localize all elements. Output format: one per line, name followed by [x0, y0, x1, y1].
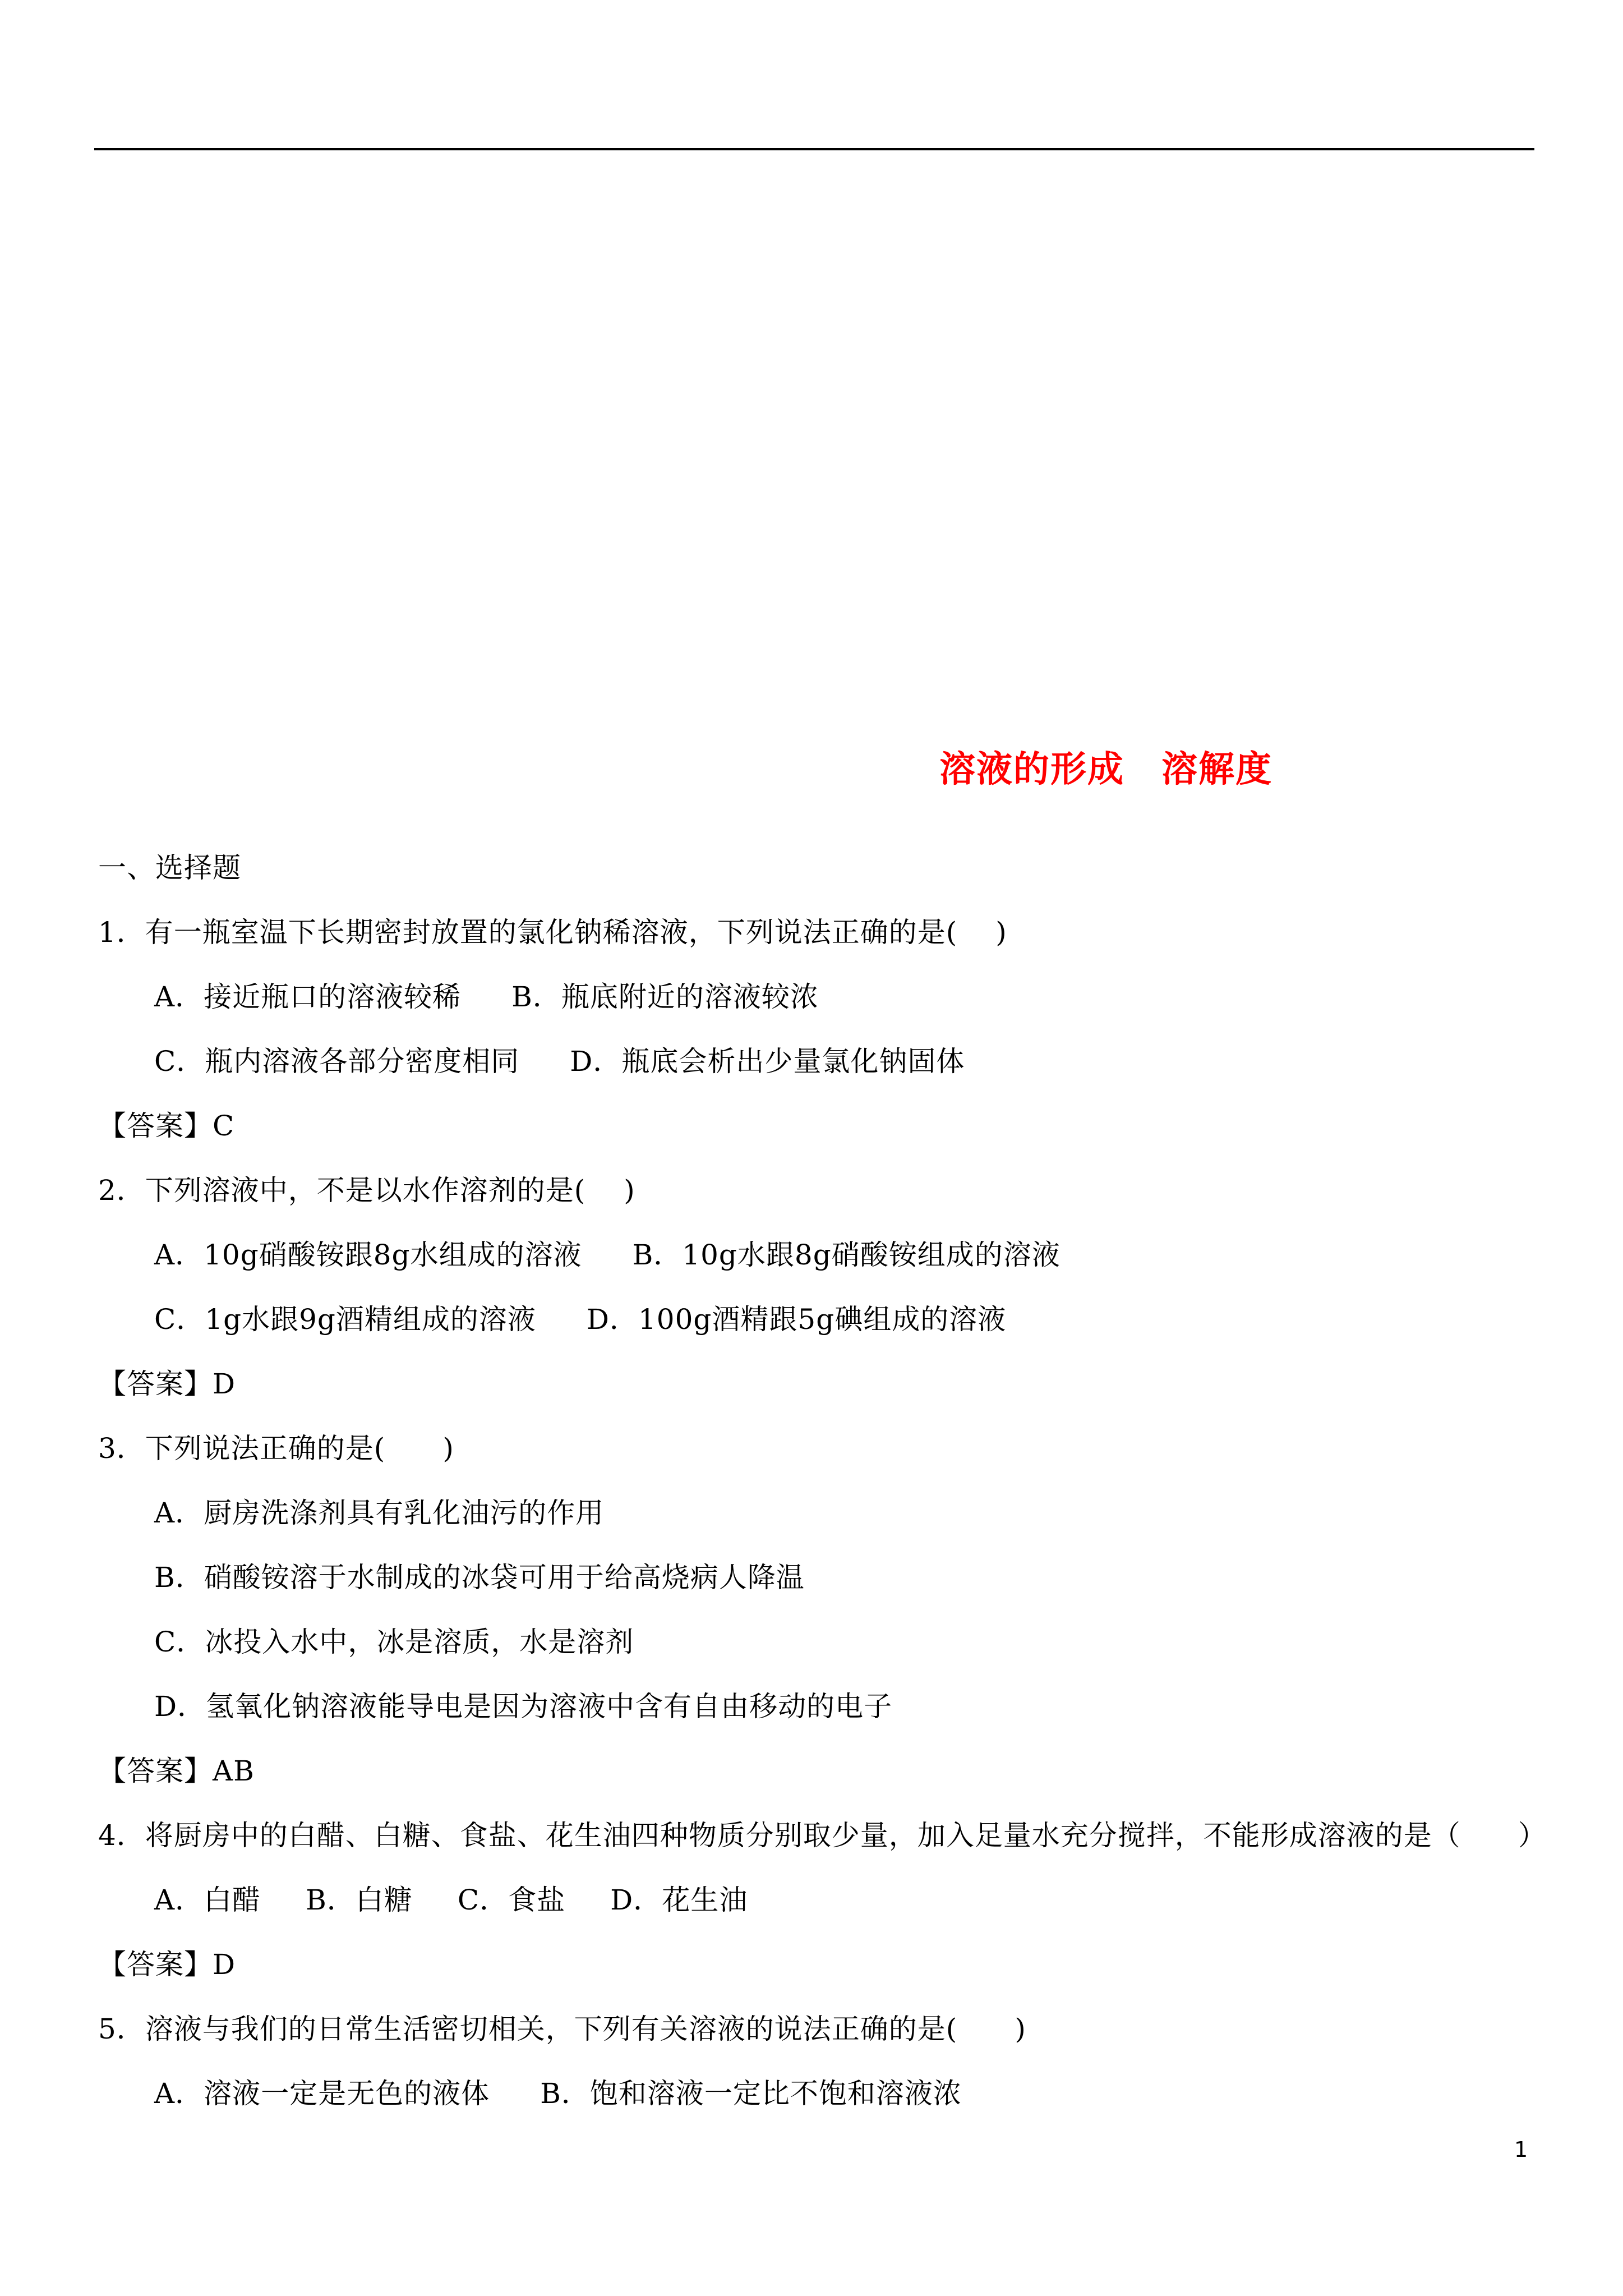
option-a: A．溶液一定是无色的液体 [154, 2077, 490, 2110]
option-c: C．1g水跟9g酒精组成的溶液 [154, 1303, 536, 1336]
page-number: 1 [1514, 2137, 1528, 2162]
answer-label: 【答案】 [98, 1755, 213, 1787]
question-stem: 5．溶液与我们的日常生活密切相关，下列有关溶液的说法正确的是( ) [98, 2013, 1026, 2045]
section-heading: 一、选择题 [98, 852, 241, 884]
question-stem: 3．下列说法正确的是( ) [98, 1432, 454, 1465]
answer-label: 【答案】 [98, 1368, 213, 1400]
answer-line [98, 1366, 236, 1402]
answer-value: D [213, 1948, 236, 1981]
header-rule [94, 148, 1534, 150]
answer-line [98, 1108, 234, 1144]
option-d: D．花生油 [610, 1884, 748, 1916]
question-stem: 4．将厨房中的白醋、白糖、食盐、花生油四种物质分别取少量，加入足量水充分搅拌，不能形成溶液的是（ ） [98, 1819, 1547, 1852]
option-row [154, 1301, 1006, 1337]
option-a: A．厨房洗涤剂具有乳化油污的作用 [154, 1497, 605, 1529]
option-a: A．白醋 [154, 1884, 261, 1916]
option-a: A．10g硝酸铵跟8g水组成的溶液 [154, 1239, 582, 1271]
answer-label: 【答案】 [98, 1948, 213, 1981]
option-a: A．接近瓶口的溶液较稀 [154, 981, 462, 1013]
option-c: C．食盐 [457, 1884, 566, 1916]
option-d: D．瓶底会析出少量氯化钠固体 [570, 1045, 965, 1078]
option-row [154, 2076, 962, 2111]
option-row [154, 979, 819, 1015]
option-c: C．冰投入水中，冰是溶质，水是溶剂 [154, 1626, 634, 1658]
option-b: B．10g水跟8g硝酸铵组成的溶液 [632, 1239, 1061, 1271]
option-c: C．瓶内溶液各部分密度相同 [154, 1045, 520, 1078]
page-title: 溶液的形成 溶解度 [939, 748, 1272, 790]
answer-line [98, 1753, 255, 1789]
option-d: D．100g酒精跟5g碘组成的溶液 [586, 1303, 1007, 1336]
option-b: B．瓶底附近的溶液较浓 [511, 981, 819, 1013]
option-row [154, 1237, 1061, 1273]
question-stem: 1．有一瓶室温下长期密封放置的氯化钠稀溶液，下列说法正确的是( ) [98, 916, 1007, 949]
option-row [154, 1882, 748, 1918]
answer-value: AB [213, 1755, 255, 1787]
option-row [154, 1043, 965, 1079]
option-d: D．氢氧化钠溶液能导电是因为溶液中含有自由移动的电子 [154, 1690, 893, 1723]
question-stem: 2．下列溶液中，不是以水作溶剂的是( ) [98, 1174, 635, 1207]
answer-line [98, 1947, 236, 1982]
answer-value: D [213, 1368, 236, 1400]
answer-label: 【答案】 [98, 1110, 213, 1142]
answer-value: C [213, 1110, 235, 1142]
option-b: B．硝酸铵溶于水制成的冰袋可用于给高烧病人降温 [154, 1561, 805, 1594]
option-b: B．饱和溶液一定比不饱和溶液浓 [540, 2077, 962, 2110]
option-b: B．白糖 [306, 1884, 413, 1916]
